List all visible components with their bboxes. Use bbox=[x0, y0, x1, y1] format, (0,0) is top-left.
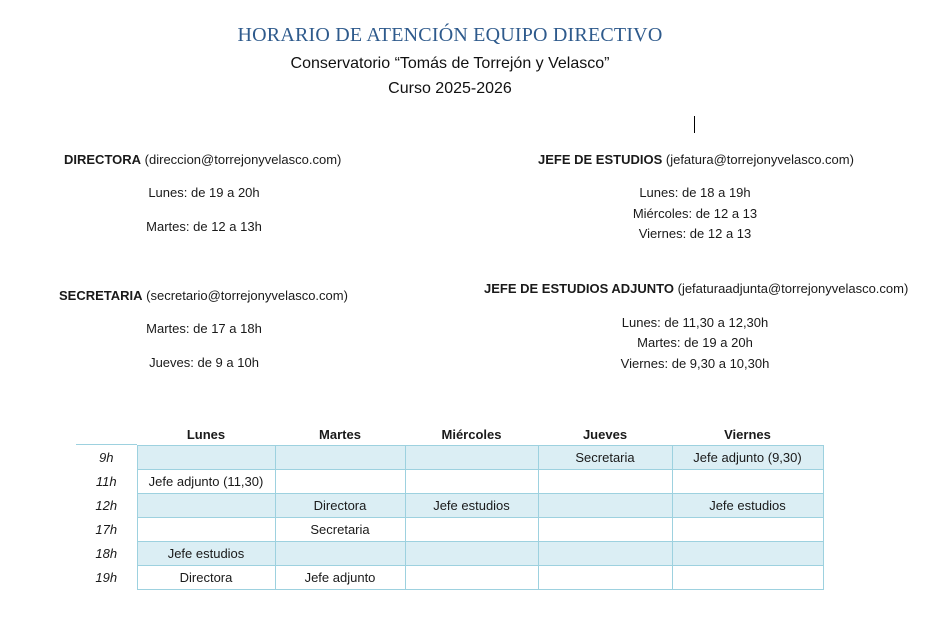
table-row bbox=[76, 518, 823, 542]
schedule-cell bbox=[672, 542, 823, 566]
hour-label: 19h bbox=[95, 570, 118, 585]
schedule-cell: Jefe adjunto bbox=[275, 566, 405, 590]
secretaria-hours-1: Martes: de 17 a 18h bbox=[146, 321, 262, 336]
jefe-estudios-header bbox=[538, 152, 854, 167]
schedule-cell bbox=[405, 542, 538, 566]
hour-label: 11h bbox=[95, 474, 117, 489]
schedule-cell bbox=[538, 566, 672, 590]
schedule-cell: Jefe estudios bbox=[137, 542, 275, 566]
schedule-cell: Jefe estudios bbox=[405, 494, 538, 518]
page-title: HORARIO DE ATENCIÓN EQUIPO DIRECTIVO bbox=[237, 24, 663, 46]
directora-email: (direccion@torrejonyvelasco.com) bbox=[144, 152, 342, 167]
day-header: Viernes bbox=[724, 426, 771, 442]
text-cursor bbox=[694, 116, 695, 133]
schedule-cell: Jefe adjunto (9,30) bbox=[672, 446, 823, 470]
schedule-cell bbox=[672, 518, 823, 542]
schedule-cell bbox=[672, 470, 823, 494]
schedule-cell: Jefe estudios bbox=[672, 494, 823, 518]
secretaria-header bbox=[59, 288, 348, 303]
schedule-header-row bbox=[76, 423, 823, 446]
hour-label: 18h bbox=[95, 546, 118, 561]
table-row bbox=[76, 542, 823, 566]
jefe-adjunto-header bbox=[484, 281, 908, 296]
jefe-adjunto-hours-3: Viernes: de 9,30 a 10,30h bbox=[620, 356, 770, 371]
hour-label: 9h bbox=[99, 450, 114, 465]
jefe-estudios-hours-2: Miércoles: de 12 a 13 bbox=[632, 206, 758, 221]
hour-label: 17h bbox=[95, 522, 118, 537]
schedule-table bbox=[76, 423, 824, 590]
schedule-cell bbox=[538, 494, 672, 518]
day-header: Lunes bbox=[186, 426, 226, 442]
schedule-cell bbox=[538, 518, 672, 542]
schedule-cell: Secretaria bbox=[538, 446, 672, 470]
schedule-cell bbox=[137, 494, 275, 518]
schedule-cell: Secretaria bbox=[275, 518, 405, 542]
directora-hours-1: Lunes: de 19 a 20h bbox=[148, 185, 260, 200]
schedule-cell bbox=[538, 470, 672, 494]
course-year: Curso 2025-2026 bbox=[388, 80, 512, 97]
table-row bbox=[76, 566, 823, 590]
jefe-adjunto-email: (jefaturaadjunta@torrejonyvelasco.com) bbox=[677, 281, 909, 296]
table-row bbox=[76, 494, 823, 518]
schedule-cell: Jefe adjunto (11,30) bbox=[137, 470, 275, 494]
jefe-adjunto-hours-2: Martes: de 19 a 20h bbox=[637, 335, 753, 350]
schedule-cell bbox=[275, 470, 405, 494]
jefe-adjunto-hours-1: Lunes: de 11,30 a 12,30h bbox=[621, 315, 769, 330]
directora-header bbox=[64, 152, 341, 167]
hour-label: 12h bbox=[95, 498, 118, 513]
schedule-cell bbox=[672, 566, 823, 590]
jefe-estudios-hours-1: Lunes: de 18 a 19h bbox=[639, 185, 751, 200]
jefe-adjunto-role: JEFE DE ESTUDIOS ADJUNTO bbox=[484, 281, 674, 296]
corner-cell bbox=[76, 423, 137, 446]
schedule-cell: Directora bbox=[137, 566, 275, 590]
schedule-cell bbox=[405, 470, 538, 494]
schedule-cell bbox=[538, 542, 672, 566]
schedule-cell bbox=[405, 566, 538, 590]
directora-role: DIRECTORA bbox=[64, 152, 142, 167]
schedule-cell bbox=[405, 446, 538, 470]
schedule-cell bbox=[275, 446, 405, 470]
schedule-cell bbox=[405, 518, 538, 542]
day-header: Jueves bbox=[582, 426, 628, 442]
schedule-cell bbox=[137, 518, 275, 542]
secretaria-role: SECRETARIA bbox=[59, 288, 143, 303]
jefe-estudios-role: JEFE DE ESTUDIOS bbox=[538, 152, 663, 167]
jefe-estudios-hours-3: Viernes: de 12 a 13 bbox=[638, 226, 752, 241]
schedule-cell bbox=[137, 446, 275, 470]
schedule-cell bbox=[275, 542, 405, 566]
secretaria-hours-2: Jueves: de 9 a 10h bbox=[149, 355, 259, 370]
secretaria-email: (secretario@torrejonyvelasco.com) bbox=[146, 288, 348, 303]
schedule-cell: Directora bbox=[275, 494, 405, 518]
table-row bbox=[76, 446, 823, 470]
table-top-rule bbox=[76, 444, 137, 445]
directora-hours-2: Martes: de 12 a 13h bbox=[146, 219, 262, 234]
school-name: Conservatorio “Tomás de Torrejón y Velasco” bbox=[290, 55, 610, 72]
table-row bbox=[76, 470, 823, 494]
day-header: Miércoles bbox=[441, 426, 502, 442]
day-header: Martes bbox=[319, 426, 361, 442]
jefe-estudios-email: (jefatura@torrejonyvelasco.com) bbox=[665, 152, 854, 167]
